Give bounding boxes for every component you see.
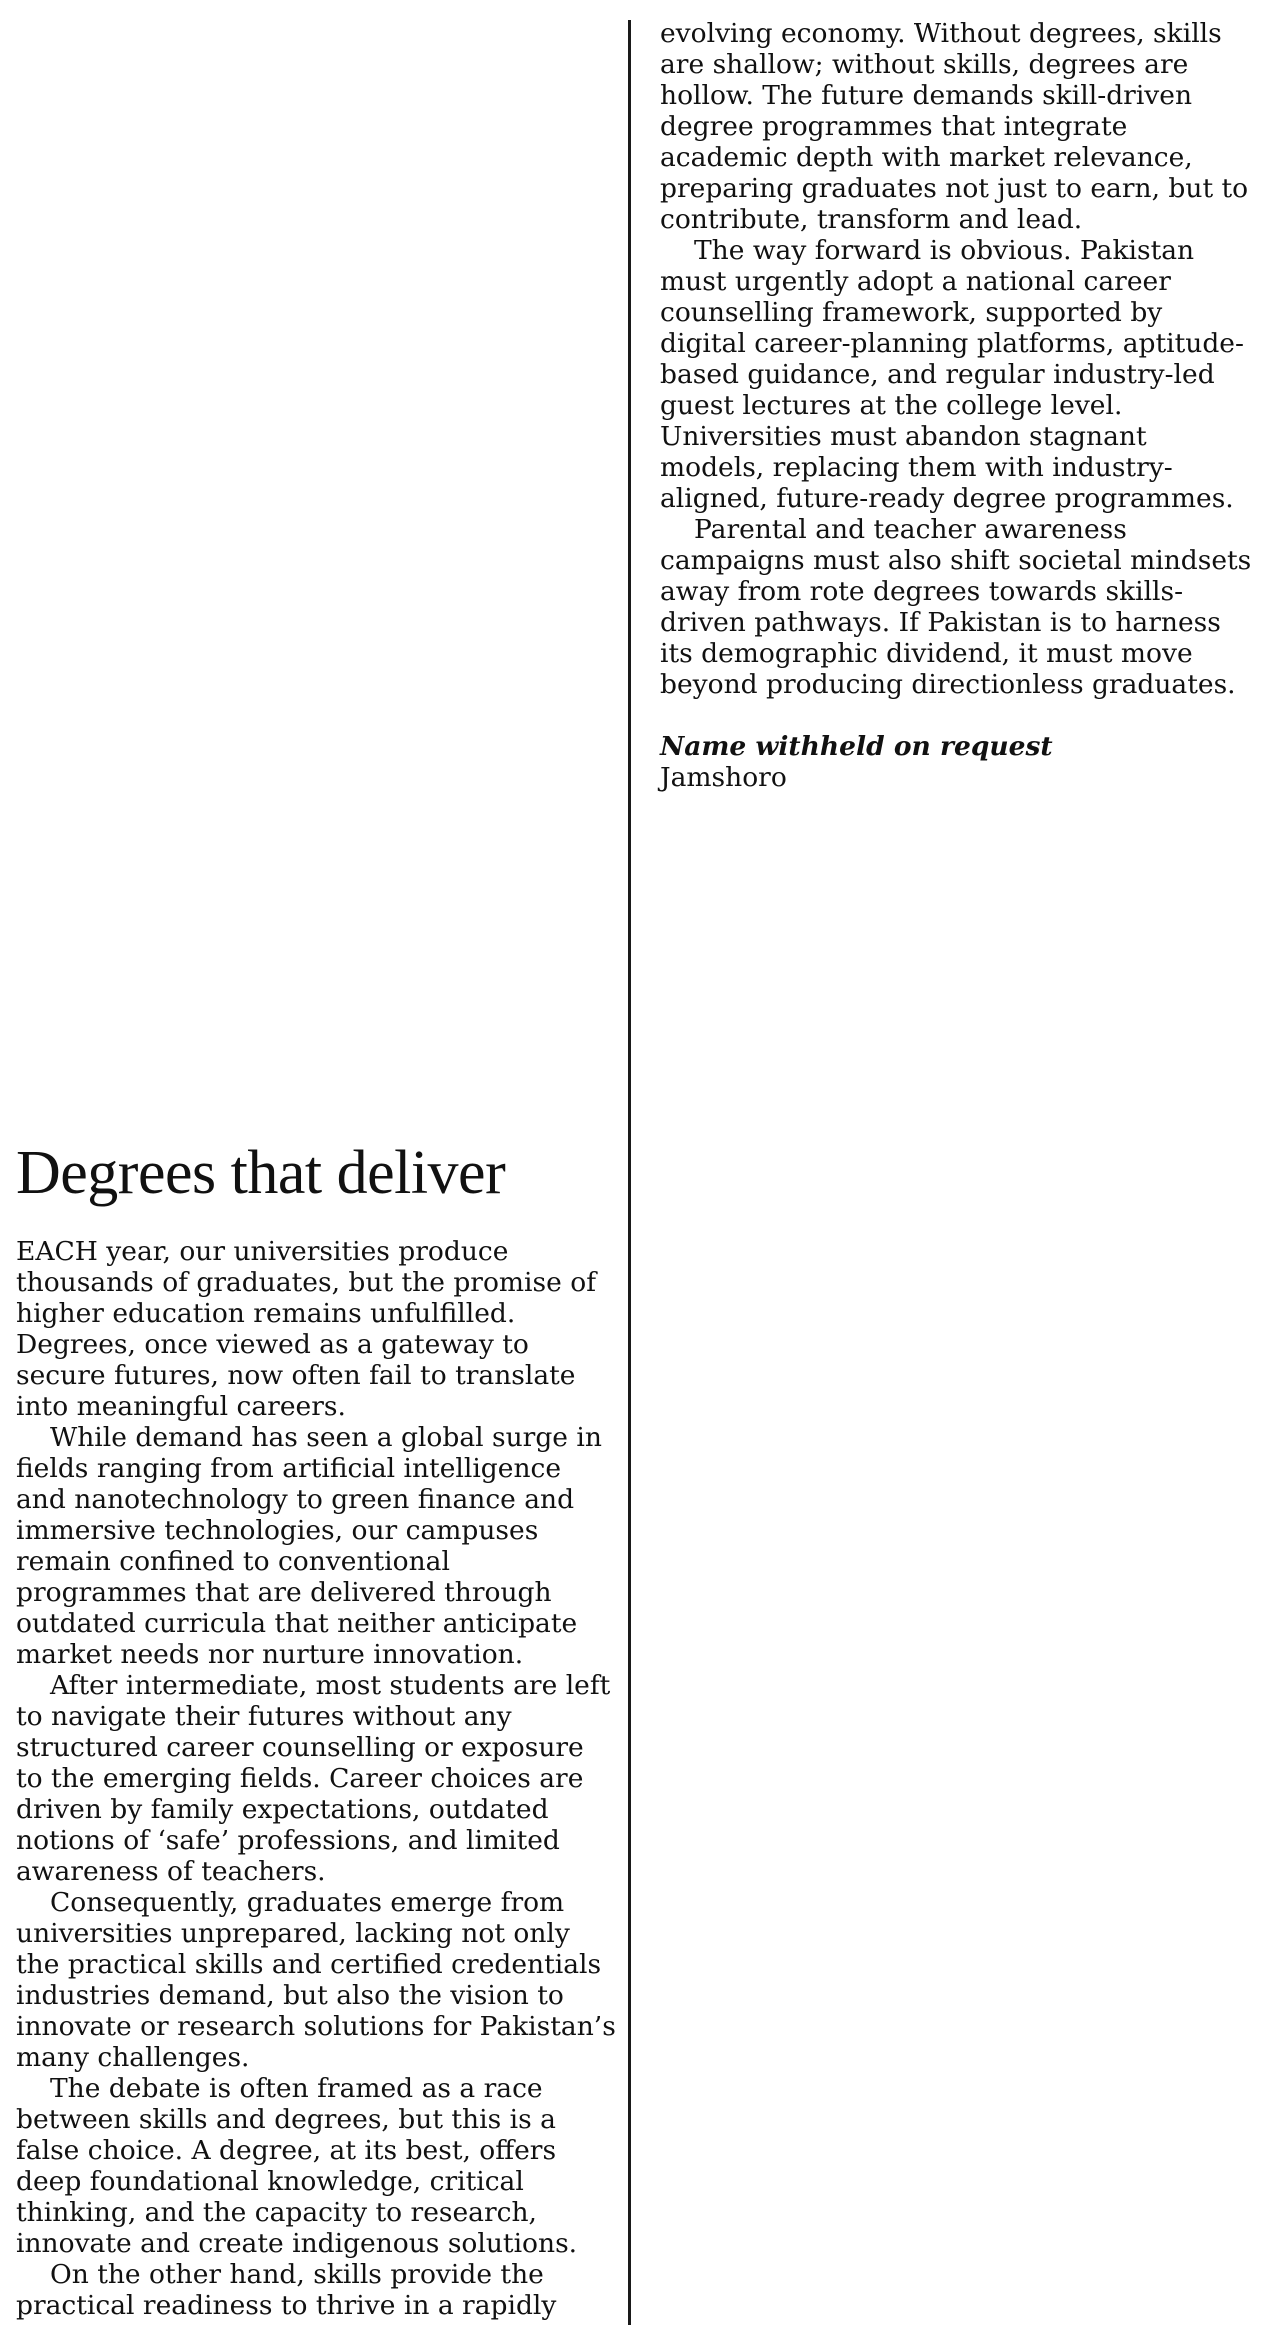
signature-place: Jamshoro xyxy=(660,762,787,793)
article-paragraph: On the other hand, skills provide the practical readiness to thrive in a rapidly xyxy=(16,2259,557,2321)
article-paragraph: EACH year, our universities produce thousands of graduates, but the promise of higher education remains unfulfilled. Degrees, once viewed as a gateway to secure futures, now often fail to translate into meaningful careers. xyxy=(16,1236,596,1422)
article-paragraph: The debate is often framed as a race between skills and degrees, but this is a false choice. A degree, at its best, offers deep foundational knowledge, critical thinking, and the capacity to research, innovate and create indigenous solutions. xyxy=(16,2073,578,2259)
article-paragraph: While demand has seen a global surge in fields ranging from artificial intelligence and nanotechnology to green finance and immersive technologies, our campuses remain confined to conventional programmes that are delivered through outdated curricula that neither anticipate market needs nor nurture innovation. xyxy=(16,1422,602,1670)
article-paragraph: After intermediate, most students are left to navigate their futures without any structured career counselling or exposure to the emerging fields. Career choices are driven by family expectations, outdated notions of ‘safe’ professions, and limited awareness of teachers. xyxy=(16,1670,611,1887)
article-paragraph: The way forward is obvious. Pakistan must urgently adopt a national career counselling framework, supported by digital career-planning platforms, aptitude-based guidance, and regular industry-led guest lectures at the college level. Universities must abandon stagnant models, replacing them with industry-aligned, future-ready degree programmes. xyxy=(660,235,1244,514)
article-paragraph: evolving economy. Without degrees, skills are shallow; without skills, degrees are hollow. The future demands skill-driven degree programmes that integrate academic depth with market relevance, preparing graduates not just to earn, but to contribute, transform and lead. xyxy=(660,18,1249,235)
column-divider xyxy=(628,20,631,2325)
right-column xyxy=(660,18,1256,793)
signature-name: Name withheld on request xyxy=(660,731,1053,762)
article-paragraph: Consequently, graduates emerge from universities unprepared, lacking not only the practical skills and certified credentials industries demand, but also the vision to innovate or research solutions for Pakistan’s many challenges. xyxy=(16,1887,616,2073)
left-column xyxy=(16,1138,616,2321)
article-headline: Degrees that deliver xyxy=(16,1139,506,1207)
article-paragraph: Parental and teacher awareness campaigns must also shift societal mindsets away from rote degrees towards skills-driven pathways. If Pakistan is to harness its demographic dividend, it must move beyond producing directionless graduates. xyxy=(660,514,1252,700)
